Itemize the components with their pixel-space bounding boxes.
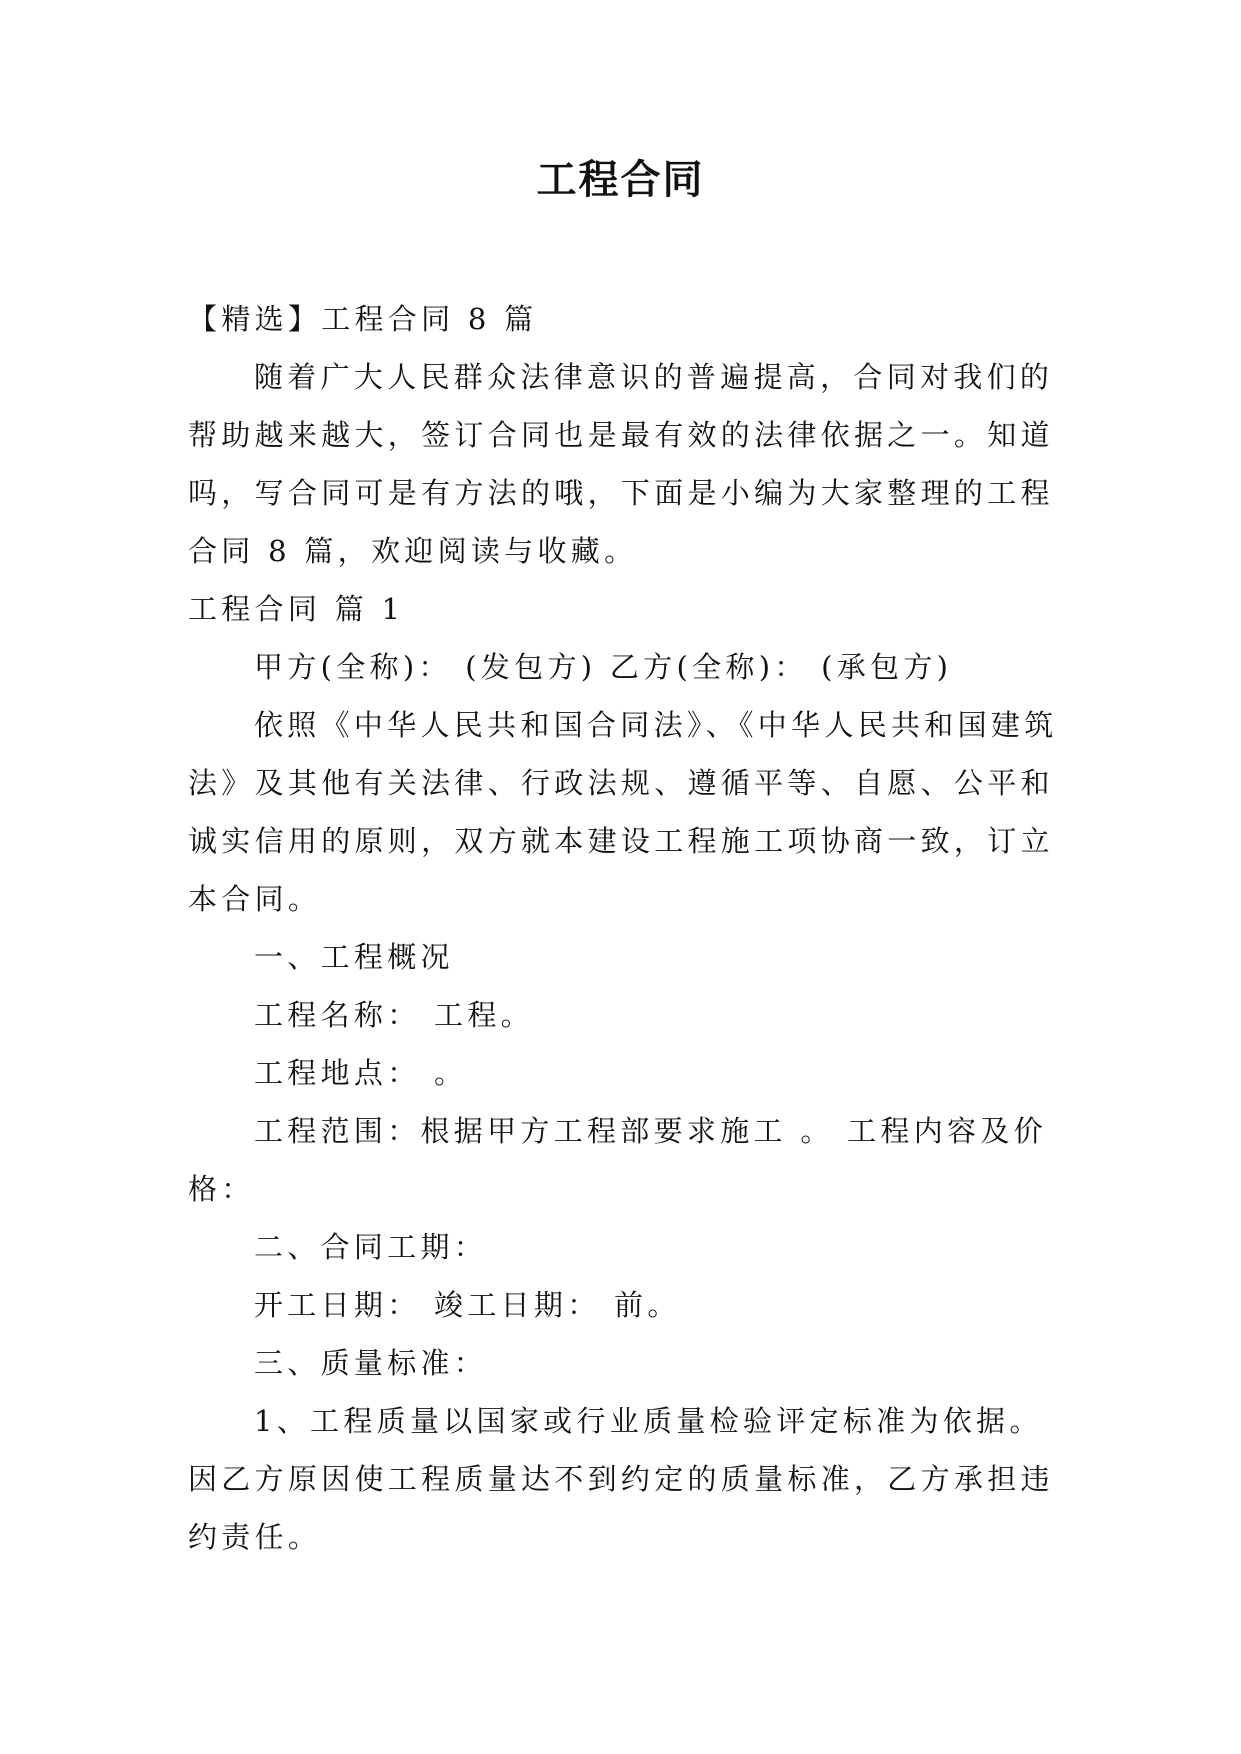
clause-heading-quality: 三、质量标准： (254, 1346, 488, 1380)
document-title: 工程合同 (536, 156, 705, 203)
parties-line: 甲方(全称)： (发包方) 乙方(全称)： (承包方) (254, 650, 953, 684)
project-location-line: 工程地点： 。 (254, 1056, 468, 1090)
legal-basis-paragraph: 依照《中华人民共和国合同法》、《中华人民共和国建筑法》及其他有关法律、行政法规、遵循平等、自愿、公平和诚实信用的原则，双方就本建设工程施工项协商一致，订立本合同。 (188, 708, 1058, 916)
project-name-line: 工程名称： 工程。 (254, 998, 534, 1032)
clause-heading-overview: 一、工程概况 (254, 940, 454, 974)
project-scope-line: 工程范围：根据甲方工程部要求施工 。 工程内容及价格： (188, 1114, 1047, 1206)
dates-line: 开工日期： 竣工日期： 前。 (254, 1288, 681, 1322)
intro-heading: 【精选】工程合同 8 篇 (188, 302, 538, 336)
section-heading: 工程合同 篇 1 (188, 592, 405, 626)
intro-paragraph: 随着广大人民群众法律意识的普遍提高，合同对我们的帮助越来越大，签订合同也是最有效的法律依据之一。知道吗，写合同可是有方法的哦，下面是小编为大家整理的工程合同 8 篇，欢迎阅读与收藏。 (188, 360, 1054, 568)
quality-clause-1: 1、工程质量以国家或行业质量检验评定标准为依据。因乙方原因使工程质量达不到约定的质量标准，乙方承担违约责任。 (188, 1404, 1054, 1554)
document-body (188, 290, 1058, 1566)
clause-heading-schedule: 二、合同工期： (254, 1230, 488, 1264)
